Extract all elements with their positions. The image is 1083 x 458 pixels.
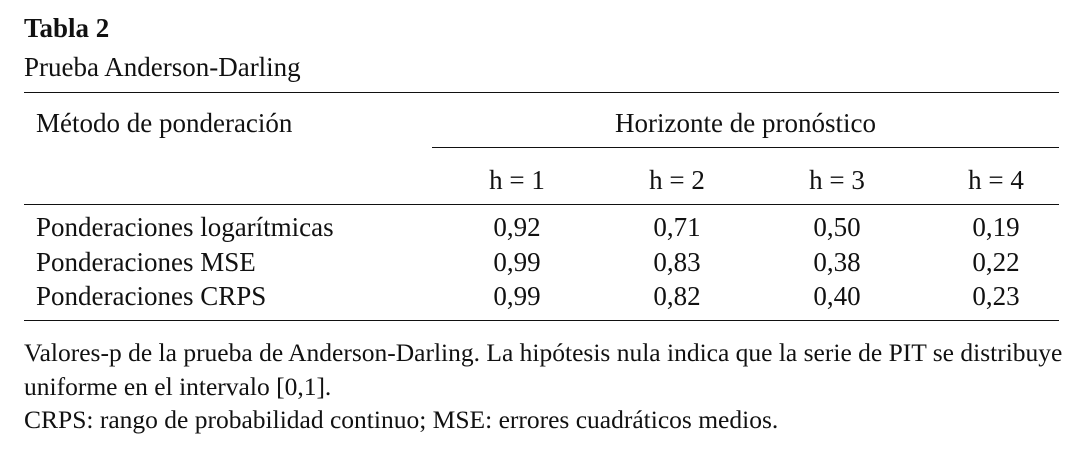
table-notes: [24, 336, 1074, 437]
row-label: Ponderaciones logarítmicas: [36, 212, 334, 242]
table-cell: 0,82: [653, 281, 701, 311]
row-label: Ponderaciones MSE: [36, 247, 256, 277]
table-cell: 0,99: [493, 281, 541, 311]
table-cell: 0,71: [653, 212, 701, 242]
table-cell: 0,83: [653, 247, 701, 277]
horizon-group-header: Horizonte de pronóstico: [615, 108, 876, 138]
table-caption: Prueba Anderson-Darling: [24, 52, 301, 82]
table-cell: 0,50: [813, 212, 861, 242]
horizon-group-rule: [432, 147, 1059, 148]
horizon-header-h1: h = 1: [489, 165, 545, 195]
note-abbreviations: CRPS: rango de probabilidad continuo; MSE: errores cuadráticos medios.: [24, 405, 779, 434]
bottom-rule: [24, 320, 1059, 321]
top-rule: [24, 92, 1059, 93]
table-cell: 0,92: [493, 212, 541, 242]
table-cell: 0,23: [972, 281, 1020, 311]
horizon-header-h4: h = 4: [968, 165, 1024, 195]
horizon-header-h2: h = 2: [649, 165, 705, 195]
table-cell: 0,99: [493, 247, 541, 277]
table-label: Tabla 2: [24, 13, 110, 43]
horizon-header-h3: h = 3: [809, 165, 865, 195]
table-cell: 0,22: [972, 247, 1020, 277]
header-bottom-rule: [24, 204, 1059, 205]
note-p-values: Valores-p de la prueba de Anderson-Darling. La hipótesis nula indica que la serie de PIT se distribuye uniforme en el intervalo [0,1].: [24, 338, 1063, 401]
table-cell: 0,40: [813, 281, 861, 311]
row-label: Ponderaciones CRPS: [36, 281, 267, 311]
table-cell: 0,38: [813, 247, 861, 277]
method-column-header: Método de ponderación: [36, 108, 293, 138]
table-cell: 0,19: [972, 212, 1020, 242]
